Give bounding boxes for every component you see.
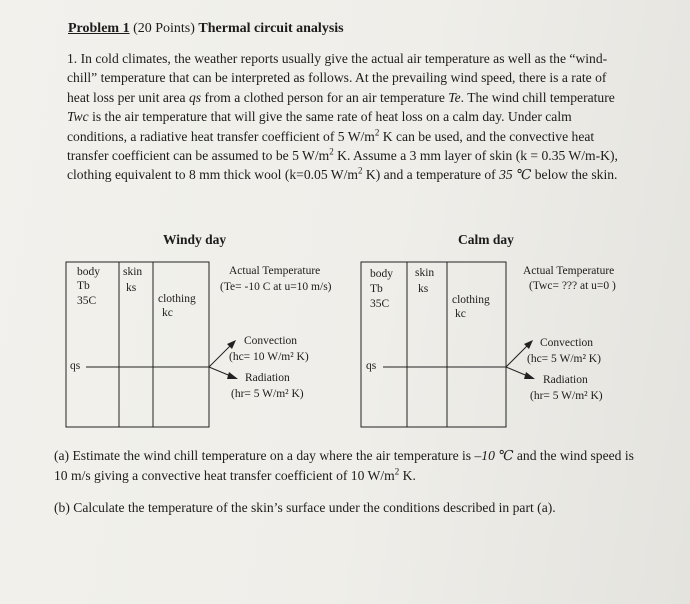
calm-skin-label: skin [415, 267, 435, 279]
windy-radiation-value: (hr= 5 W/m² K) [231, 388, 304, 400]
windy-clothing-label: clothing [158, 293, 196, 305]
symbol-te: Te [448, 89, 461, 105]
windy-actual-temp-title: Actual Temperature [229, 265, 321, 277]
calm-body-temp: 35C [370, 298, 390, 310]
calm-body-label: body [370, 268, 393, 280]
windy-kc-label: kc [162, 307, 173, 319]
calm-qs-label: qs [366, 360, 377, 372]
windy-tb-label: Tb [77, 280, 90, 292]
windy-convection-value: (hc= 10 W/m² K) [229, 351, 309, 363]
statement-part: In cold climates, the weather reports usually give the actual air temperature as well as the “wind-chill” temperature that can be interpreted as follows. At the prevailing wind speed, there is a rate of heat loss per unit area [67, 51, 608, 105]
windy-actual-temp-value: (Te= -10 C at u=10 m/s) [220, 281, 332, 293]
temperature-value: 35 ℃ [499, 167, 532, 183]
windy-radiation-label: Radiation [245, 372, 290, 384]
windy-day-title: Windy day [163, 232, 227, 247]
windy-radiation-arrowhead [227, 372, 238, 379]
problem-points: (20 Points) [133, 21, 195, 36]
windy-body-label: body [77, 266, 100, 278]
windy-ks-label: ks [126, 282, 137, 294]
calm-tb-label: Tb [370, 283, 383, 295]
calm-actual-temp-title: Actual Temperature [523, 265, 615, 277]
item-number: 1. [67, 51, 78, 66]
calm-convection-value: (hc= 5 W/m² K) [527, 353, 601, 365]
calm-actual-temp-value: (Twc= ??? at u=0 ) [529, 280, 616, 292]
statement-part: K. Assume a 3 mm layer of skin (k = 0.35 W/m-K), clothing equivalent to 8 mm thick wool (k=0.05 W/m [67, 148, 618, 183]
problem-label: Problem 1 [68, 21, 130, 36]
calm-day-title: Calm day [458, 232, 514, 247]
windy-skin-label: skin [123, 266, 143, 278]
question-a: (a) Estimate the wind chill temperature on a day where the air temperature is –10 ℃ and the wind speed is 10 m/s giving a convective heat transfer coefficient of 10 $W/m^2$ K. [54, 448, 634, 483]
statement-part: K) and a temperature of [365, 167, 496, 183]
calm-kc-label: kc [455, 308, 466, 320]
statement-part: is the air temperature that will give the same rate of heat loss on a calm day. Under calm conditions, a radiative heat transfer coefficient of 5 W/m [67, 109, 572, 144]
statement-part: below the skin. [534, 167, 618, 183]
windy-body-temp: 35C [77, 295, 97, 307]
problem-title: Thermal circuit analysis [198, 21, 344, 36]
windy-qs-label: qs [70, 360, 81, 372]
symbol-qs: qs [188, 89, 202, 105]
statement-part: K can be used, and the convective heat transfer coefficient can be assumed to be 5 W/m [67, 128, 595, 164]
calm-radiation-arrowhead [524, 372, 535, 379]
calm-radiation-label: Radiation [543, 374, 588, 386]
windy-convection-label: Convection [244, 335, 298, 347]
calm-clothing-label: clothing [452, 294, 490, 306]
question-a-temperature: 10 ℃ [481, 448, 514, 463]
windy-tb-label [77, 280, 90, 293]
statement-part: . The wind chill temperature [460, 89, 615, 105]
calm-convection-label: Convection [540, 337, 594, 349]
problem-statement: 1. In cold climates, the weather reports usually give the actual air temperature as well as the “wind-chill” temperature that can be interpreted as follows. At the prevailing wind speed, there is a rate of heat loss per unit area qs from a clothed person for an air temperature Te. The wind chill temperature Twc is the air temperature that will give the same rate of heat loss on a calm day. Under calm conditions, a radiative heat transfer coefficient of 5 $W/m^2$ K can be used, and the convective heat transfer coefficient can be assumed to be 5 $W/m^2$ K. Assume a 3 mm layer of skin (k = 0.35 W/m-K), clothing equivalent to 8 mm thick wool (k=0.05 $W/m^2$ K) and a temperature of 35 ℃ below the skin. [67, 51, 618, 183]
calm-ks-label: ks [418, 283, 429, 295]
statement-part: from a clothed person for an air temperature [204, 89, 445, 105]
question-a-part: and the wind speed is 10 m/s giving a convective heat transfer coefficient of 10 W/m [54, 448, 634, 483]
symbol-twc: Twc [67, 109, 89, 125]
question-a-part: K. [402, 467, 416, 483]
question-a-part: (a) Estimate the wind chill temperature on a day where the air temperature is – [54, 448, 482, 463]
calm-radiation-value: (hr= 5 W/m² K) [530, 390, 603, 402]
question-b: (b) Calculate the temperature of the skin’s surface under the conditions described in part (a). [54, 500, 556, 515]
